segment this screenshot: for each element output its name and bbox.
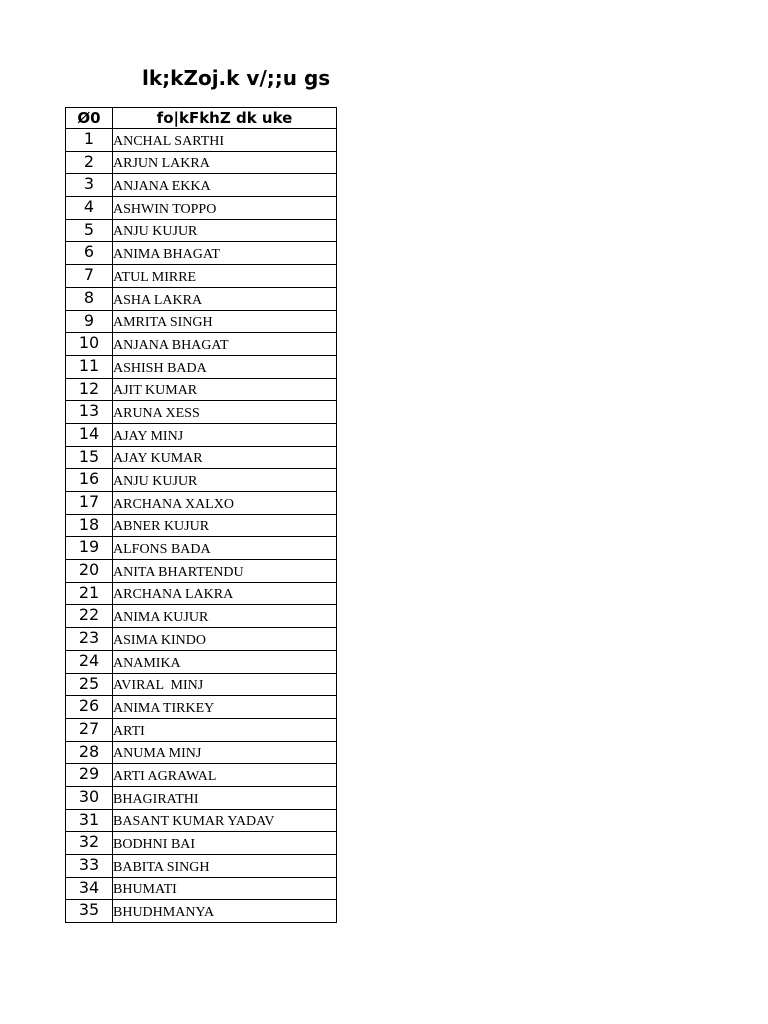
student-name-cell: ARTI bbox=[113, 718, 337, 741]
table-row bbox=[66, 696, 337, 719]
table-row bbox=[66, 265, 337, 288]
student-name-cell: AVIRAL MINJ bbox=[113, 673, 337, 696]
serial-number-cell: 26 bbox=[66, 696, 113, 719]
serial-number-cell: 23 bbox=[66, 628, 113, 651]
table-row bbox=[66, 242, 337, 265]
serial-number-cell: 6 bbox=[66, 242, 113, 265]
serial-number-cell: 19 bbox=[66, 537, 113, 560]
table-row bbox=[66, 151, 337, 174]
student-name-cell: AJAY MINJ bbox=[113, 423, 337, 446]
student-name-cell: ARUNA XESS bbox=[113, 401, 337, 424]
student-name-cell: BHUMATI bbox=[113, 877, 337, 900]
student-name-cell: BHAGIRATHI bbox=[113, 786, 337, 809]
table-row bbox=[66, 605, 337, 628]
serial-number-cell: 30 bbox=[66, 786, 113, 809]
student-name-cell: AMRITA SINGH bbox=[113, 310, 337, 333]
serial-number-cell: 3 bbox=[66, 174, 113, 197]
serial-number-cell: 17 bbox=[66, 492, 113, 515]
serial-number-cell: 2 bbox=[66, 151, 113, 174]
table-row bbox=[66, 469, 337, 492]
table-row bbox=[66, 628, 337, 651]
student-name-cell: ANJANA EKKA bbox=[113, 174, 337, 197]
table-row bbox=[66, 673, 337, 696]
table-row bbox=[66, 741, 337, 764]
serial-number-cell: 28 bbox=[66, 741, 113, 764]
serial-number-cell: 5 bbox=[66, 219, 113, 242]
serial-number-cell: 31 bbox=[66, 809, 113, 832]
serial-number-cell: 13 bbox=[66, 401, 113, 424]
table-header-row bbox=[66, 108, 337, 129]
table-row bbox=[66, 423, 337, 446]
student-name-cell: ANAMIKA bbox=[113, 650, 337, 673]
student-name-cell: ANIMA BHAGAT bbox=[113, 242, 337, 265]
table-row bbox=[66, 197, 337, 220]
student-name-cell: ANIMA KUJUR bbox=[113, 605, 337, 628]
student-name-cell: ALFONS BADA bbox=[113, 537, 337, 560]
student-name-cell: ANITA BHARTENDU bbox=[113, 560, 337, 583]
table-row bbox=[66, 333, 337, 356]
serial-number-cell: 32 bbox=[66, 832, 113, 855]
student-name-cell: ASHA LAKRA bbox=[113, 287, 337, 310]
serial-number-cell: 16 bbox=[66, 469, 113, 492]
table-row bbox=[66, 855, 337, 878]
student-name-cell: AJIT KUMAR bbox=[113, 378, 337, 401]
table-row bbox=[66, 809, 337, 832]
student-name-cell: ARTI AGRAWAL bbox=[113, 764, 337, 787]
serial-number-cell: 34 bbox=[66, 877, 113, 900]
serial-number-cell: 22 bbox=[66, 605, 113, 628]
serial-number-cell: 33 bbox=[66, 855, 113, 878]
student-name-cell: AJAY KUMAR bbox=[113, 446, 337, 469]
table-row bbox=[66, 378, 337, 401]
student-name-cell: BHUDHMANYA bbox=[113, 900, 337, 923]
student-name-cell: ASHWIN TOPPO bbox=[113, 197, 337, 220]
student-name-cell: ARCHANA LAKRA bbox=[113, 582, 337, 605]
serial-number-cell: 21 bbox=[66, 582, 113, 605]
table-row bbox=[66, 310, 337, 333]
table-row bbox=[66, 219, 337, 242]
table-row bbox=[66, 537, 337, 560]
table-row bbox=[66, 492, 337, 515]
roster-body bbox=[66, 129, 337, 923]
table-row bbox=[66, 900, 337, 923]
student-name-cell: BABITA SINGH bbox=[113, 855, 337, 878]
student-name-cell: ANCHAL SARTHI bbox=[113, 129, 337, 152]
student-name-header: fo|kFkhZ dk uke bbox=[113, 108, 337, 129]
table-row bbox=[66, 582, 337, 605]
student-name-cell: ASHISH BADA bbox=[113, 355, 337, 378]
table-row bbox=[66, 401, 337, 424]
student-name-cell: ANJU KUJUR bbox=[113, 469, 337, 492]
table-row bbox=[66, 718, 337, 741]
student-name-cell: ARCHANA XALXO bbox=[113, 492, 337, 515]
serial-number-cell: 7 bbox=[66, 265, 113, 288]
table-row bbox=[66, 560, 337, 583]
student-name-cell: BASANT KUMAR YADAV bbox=[113, 809, 337, 832]
serial-number-cell: 27 bbox=[66, 718, 113, 741]
serial-number-cell: 24 bbox=[66, 650, 113, 673]
table-row bbox=[66, 786, 337, 809]
table-row bbox=[66, 650, 337, 673]
student-name-cell: ANIMA TIRKEY bbox=[113, 696, 337, 719]
serial-number-cell: 10 bbox=[66, 333, 113, 356]
serial-number-cell: 1 bbox=[66, 129, 113, 152]
student-name-cell: BODHNI BAI bbox=[113, 832, 337, 855]
table-row bbox=[66, 287, 337, 310]
serial-number-cell: 12 bbox=[66, 378, 113, 401]
student-name-cell: ANUMA MINJ bbox=[113, 741, 337, 764]
serial-number-cell: 18 bbox=[66, 514, 113, 537]
serial-number-cell: 15 bbox=[66, 446, 113, 469]
serial-number-cell: 9 bbox=[66, 310, 113, 333]
serial-number-cell: 4 bbox=[66, 197, 113, 220]
serial-number-header: Ø0 bbox=[66, 108, 113, 129]
student-name-cell: ANJU KUJUR bbox=[113, 219, 337, 242]
table-row bbox=[66, 129, 337, 152]
serial-number-cell: 20 bbox=[66, 560, 113, 583]
table-row bbox=[66, 174, 337, 197]
serial-number-cell: 29 bbox=[66, 764, 113, 787]
table-row bbox=[66, 355, 337, 378]
table-row bbox=[66, 446, 337, 469]
table-row bbox=[66, 832, 337, 855]
serial-number-cell: 14 bbox=[66, 423, 113, 446]
student-name-cell: ATUL MIRRE bbox=[113, 265, 337, 288]
serial-number-cell: 25 bbox=[66, 673, 113, 696]
table-row bbox=[66, 514, 337, 537]
student-roster-table bbox=[65, 107, 337, 923]
serial-number-cell: 11 bbox=[66, 355, 113, 378]
page-title: lk;kZoj.k v/;;u gs bbox=[142, 66, 331, 90]
student-name-cell: ASIMA KINDO bbox=[113, 628, 337, 651]
serial-number-cell: 35 bbox=[66, 900, 113, 923]
student-name-cell: ANJANA BHAGAT bbox=[113, 333, 337, 356]
table-row bbox=[66, 877, 337, 900]
student-name-cell: ARJUN LAKRA bbox=[113, 151, 337, 174]
table-row bbox=[66, 764, 337, 787]
student-name-cell: ABNER KUJUR bbox=[113, 514, 337, 537]
serial-number-cell: 8 bbox=[66, 287, 113, 310]
